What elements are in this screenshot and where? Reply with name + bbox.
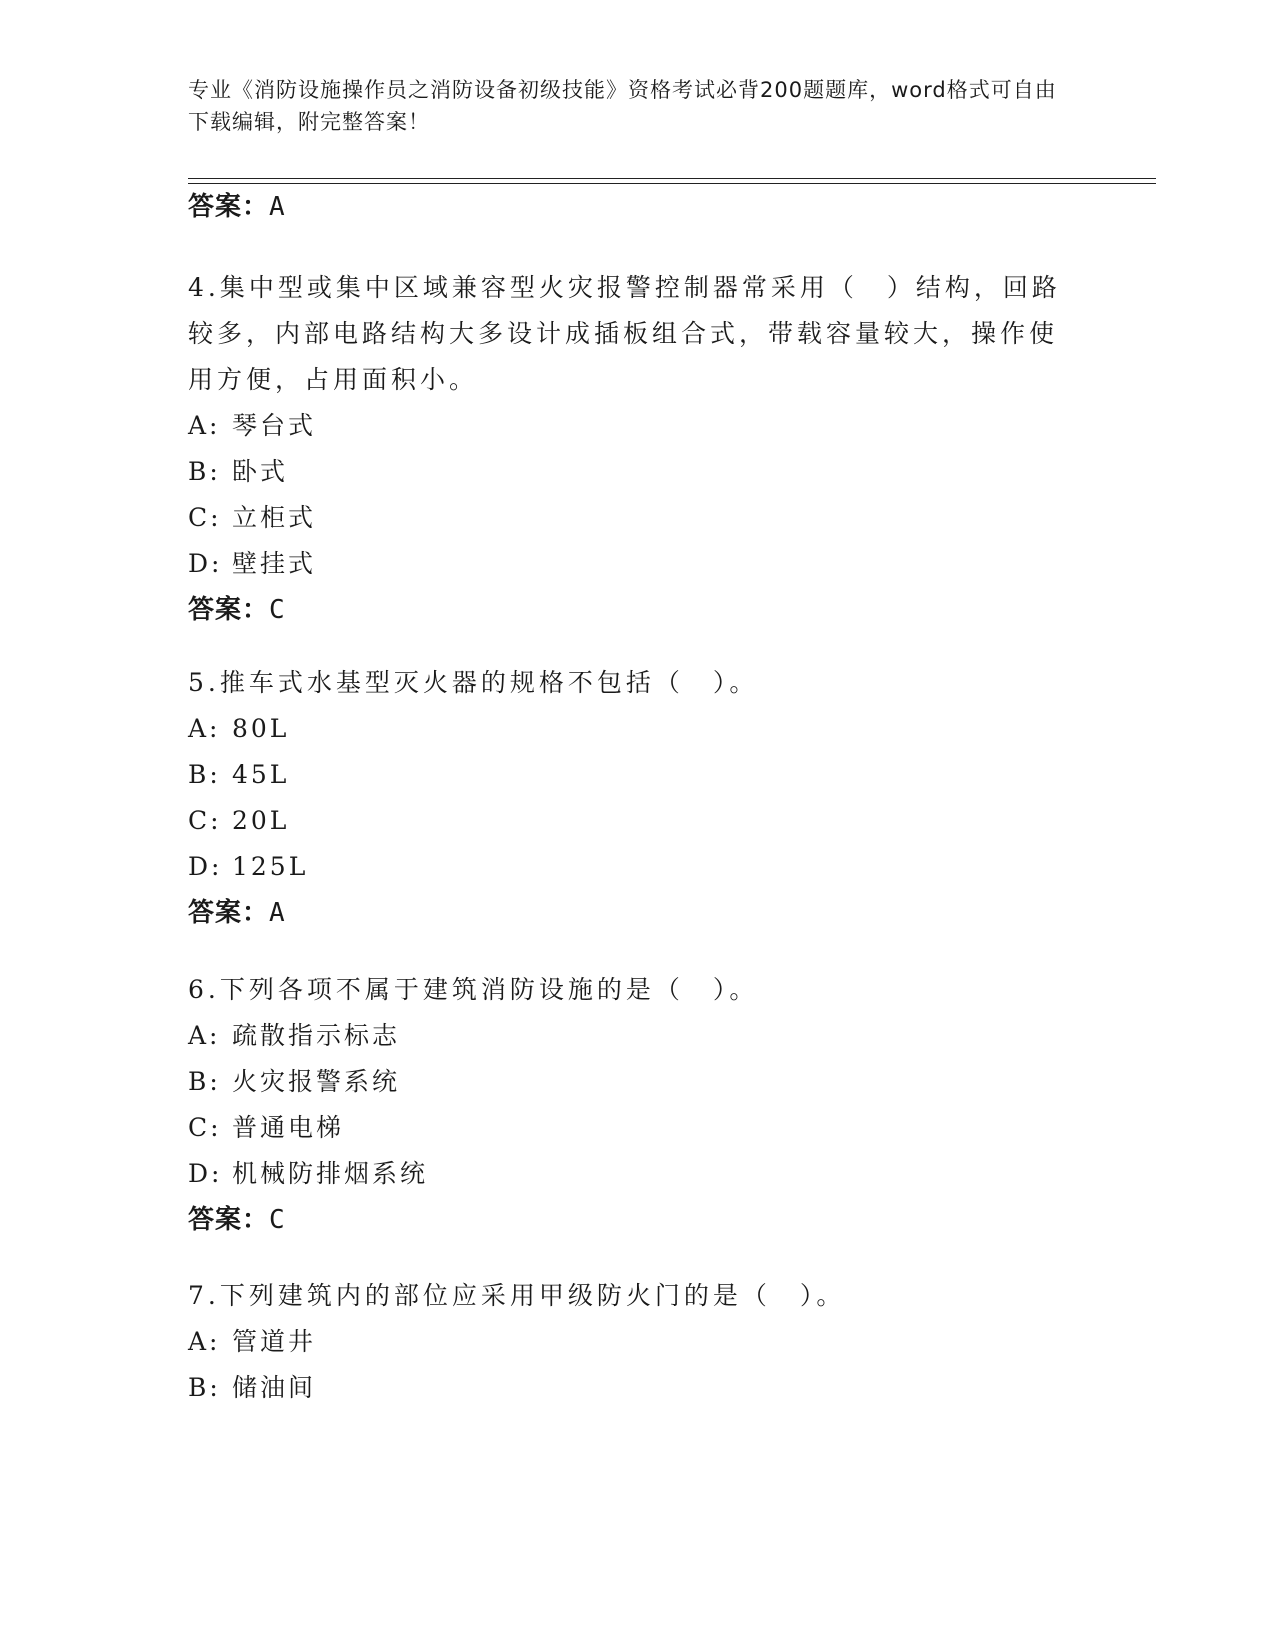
answer-value: A — [269, 192, 286, 222]
option-key: C: — [188, 503, 222, 532]
option-key: A: — [188, 1327, 221, 1356]
option-c — [188, 1105, 1068, 1151]
option-text: 壁挂式 — [232, 549, 317, 578]
question-5 — [188, 660, 1068, 936]
option-b — [188, 752, 1068, 798]
option-a — [188, 706, 1068, 752]
question-7 — [188, 1273, 1068, 1411]
option-text: 80L — [232, 714, 290, 743]
document-header: 专业《消防设施操作员之消防设备初级技能》资格考试必背200题题库，word格式可自由下载编辑，附完整答案！ — [188, 78, 1057, 134]
question-text: 6.下列各项不属于建筑消防设施的是（ ）。 — [188, 975, 759, 1004]
question-text: 4.集中型或集中区域兼容型火灾报警控制器常采用（ ）结构，回路较多，内部电路结构大多设计成插板组合式，带载容量较大，操作使用方便，占用面积小。 — [188, 273, 1061, 394]
option-key: B: — [188, 1067, 221, 1096]
answer-label: 答案： — [188, 192, 270, 222]
answer-line — [188, 1197, 1068, 1243]
option-c — [188, 495, 1068, 541]
header-divider-thin — [188, 178, 1156, 179]
option-list — [188, 1013, 1068, 1197]
answer-line — [188, 587, 1068, 633]
option-key: A: — [188, 714, 221, 743]
option-key: C: — [188, 806, 222, 835]
answer-value: C — [269, 1205, 286, 1235]
option-key: A: — [188, 1021, 221, 1050]
option-text: 琴台式 — [232, 411, 317, 440]
option-key: A: — [188, 411, 221, 440]
option-a — [188, 1319, 1068, 1365]
option-text: 疏散指示标志 — [232, 1021, 401, 1050]
option-key: B: — [188, 1373, 221, 1402]
option-d — [188, 844, 1068, 890]
option-list — [188, 706, 1068, 890]
option-d — [188, 541, 1068, 587]
option-text: 机械防排烟系统 — [232, 1159, 429, 1188]
option-text: 火灾报警系统 — [232, 1067, 401, 1096]
option-b — [188, 449, 1068, 495]
option-text: 立柜式 — [232, 503, 317, 532]
option-text: 普通电梯 — [232, 1113, 345, 1142]
option-d — [188, 1151, 1068, 1197]
option-b — [188, 1365, 1068, 1411]
option-key: D: — [188, 852, 223, 881]
option-text: 储油间 — [232, 1373, 317, 1402]
answer-label: 答案： — [188, 595, 270, 625]
option-text: 20L — [232, 806, 290, 835]
option-list — [188, 403, 1068, 587]
answer-label: 答案： — [188, 1205, 270, 1235]
option-text: 125L — [232, 852, 309, 881]
option-text: 卧式 — [232, 457, 289, 486]
question-text: 5.推车式水基型灭火器的规格不包括（ ）。 — [188, 668, 759, 697]
option-b — [188, 1059, 1068, 1105]
option-key: D: — [188, 549, 223, 578]
option-key: B: — [188, 457, 221, 486]
option-key: C: — [188, 1113, 222, 1142]
option-text: 管道井 — [232, 1327, 317, 1356]
answer-label: 答案： — [188, 898, 270, 928]
option-key: D: — [188, 1159, 223, 1188]
question-6 — [188, 967, 1068, 1243]
answer-value: A — [269, 898, 286, 928]
option-text: 45L — [232, 760, 290, 789]
option-key: B: — [188, 760, 221, 789]
answer-line-q3 — [188, 186, 286, 223]
header-divider-thick — [188, 183, 1156, 184]
question-4 — [188, 265, 1068, 633]
option-a — [188, 1013, 1068, 1059]
option-list — [188, 1319, 1068, 1411]
option-c — [188, 798, 1068, 844]
option-a — [188, 403, 1068, 449]
answer-line — [188, 890, 1068, 936]
answer-value: C — [269, 595, 286, 625]
question-text: 7.下列建筑内的部位应采用甲级防火门的是（ ）。 — [188, 1281, 846, 1310]
